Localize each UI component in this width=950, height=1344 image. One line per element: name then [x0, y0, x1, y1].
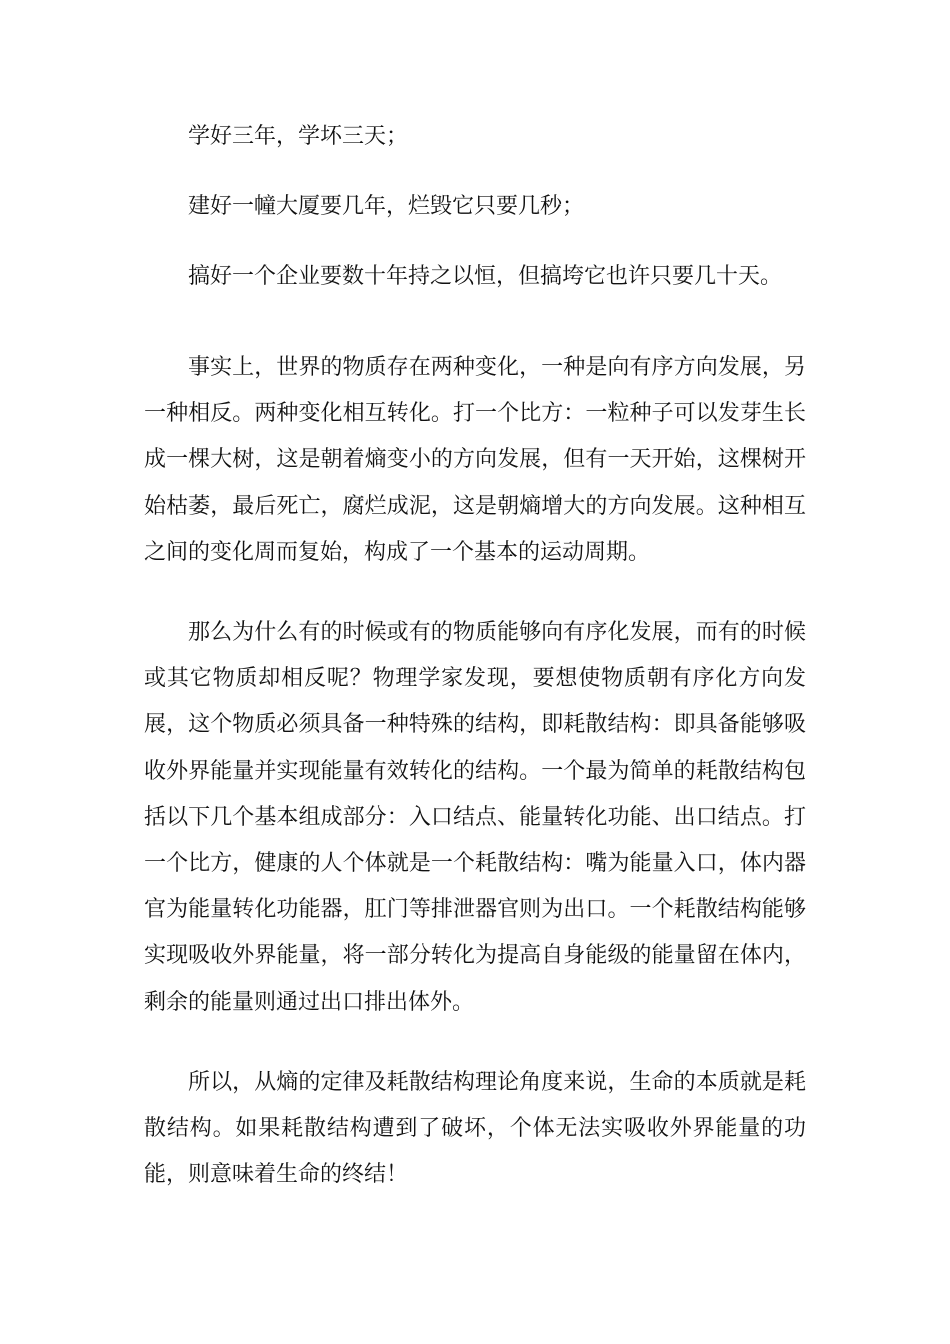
paragraph-order-change: 事实上，世界的物质存在两种变化，一种是向有序方向发展，另一种相反。两种变化相互转化。打一个比方：一粒种子可以发芽生长成一棵大树，这是朝着熵变小的方向发展，但有一天开始，这棵树开始枯萎，最后死亡，腐烂成泥，这是朝熵增大的方向发展。这种相互之间的变化周而复始，构成了一个基本的运动周期。 — [144, 355, 806, 565]
short-line-3: 搞好一个企业要数十年持之以恒，但搞垮它也许只要几十天。 — [188, 264, 783, 289]
paragraph-dissipative-structure: 那么为什么有的时候或有的物质能够向有序化发展，而有的时候或其它物质却相反呢？物理学家发现，要想使物质朝有序化方向发展，这个物质必须具备一种特殊的结构，即耗散结构：即具备能够吸收外界能量并实现能量有效转化的结构。一个最为简单的耗散结构包括以下几个基本组成部分：入口结点、能量转化功能、出口结点。打一个比方，健康的人个体就是一个耗散结构：嘴为能量入口，体内器官为能量转化功能器，肛门等排泄器官则为出口。一个耗散结构能够实现吸收外界能量，将一部分转化为提高自身能级的能量留在体内，剩余的能量则通过出口排出体外。 — [144, 620, 806, 1015]
short-line-2: 建好一幢大厦要几年，烂毁它只要几秒； — [188, 194, 585, 219]
short-line-1: 学好三年，学坏三天； — [188, 124, 409, 149]
document-body — [144, 113, 806, 1232]
paragraph-conclusion: 所以，从熵的定律及耗散结构理论角度来说，生命的本质就是耗散结构。如果耗散结构遭到了破坏，个体无法实吸收外界能量的功能，则意味着生命的终结！ — [144, 1069, 806, 1188]
